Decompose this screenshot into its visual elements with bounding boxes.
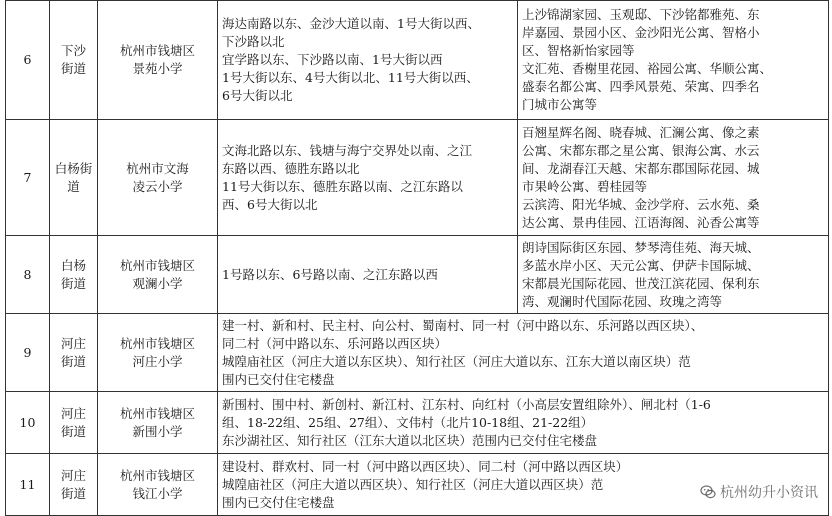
school-cell: 杭州市钱塘区 河庄小学 [98,314,218,392]
communities-cell: 朗诗国际街区东园、梦琴湾佳苑、海天城、 多蓝水岸小区、天元公寓、伊萨卡国际城、 宋都晨光国际花园、世茂江滨花园、保利东 湾、观澜时代国际花园、玫瑰之湾等 [518,236,829,314]
street-cell: 白杨 街道 [50,236,98,314]
range-merged-cell: 建设村、群欢村、同一村（河中路以西区块）、同二村（河中路以西区块） 城隍庙社区（河庄大道以西区块）、知行社区（河庄大道以西区块）范 围内已交付住宅楼盘 [218,454,829,516]
school-cell: 杭州市钱塘区 钱江小学 [98,454,218,516]
school-cell: 杭州市文海 凌云小学 [98,120,218,236]
table-row [6,236,829,314]
street-cell: 河庄 街道 [50,392,98,454]
row-number: 11 [6,454,50,516]
school-district-table [5,0,829,516]
table-row [6,392,829,454]
street-cell: 河庄 街道 [50,454,98,516]
wechat-icon [700,484,716,500]
row-number: 6 [6,1,50,120]
communities-cell: 上沙锦湖家园、玉观邸、下沙铭都雅苑、东 岸嘉园、景园小区、金沙阳光公寓、智格小 区、智格新怡家园等 文汇苑、香榭里花园、裕园公寓、华顺公寓、 盛泰名都公寓、四季风景苑、荣寓、四季名 门城市公寓等 [518,1,829,120]
range-merged-cell: 建一村、新和村、民主村、向公村、蜀南村、同一村（河中路以东、乐河路以西区块）、 同二村（河中路以东、乐河路以西区块） 城隍庙社区（河庄大道以东区块）、知行社区（河庄大道以东、江东大道以南区块）范 围内已交付住宅楼盘 [218,314,829,392]
range-cell: 文海北路以东、钱塘与海宁交界处以南、之江 东路以西、德胜东路以北 11号大街以东、德胜东路以南、之江东路以 西、6号大街以北 [218,120,518,236]
table-row [6,1,829,120]
range-cell: 1号路以东、6号路以南、之江东路以西 [218,236,518,314]
range-merged-cell: 新围村、围中村、新创村、新江村、江东村、向红村（小高层安置组除外）、闸北村（1-6 组、18-22组、25组、27组）、文伟村（北片10-18组、21-22组） 东沙湖社区、知行社区（江东大道以北区块）范围内已交付住宅楼盘 [218,392,829,454]
table-row [6,314,829,392]
school-cell: 杭州市钱塘区 景苑小学 [98,1,218,120]
street-cell: 白杨街 道 [50,120,98,236]
watermark-text: 杭州幼升小资讯 [720,485,818,501]
communities-cell: 百翘星辉名阁、晓春城、汇澜公寓、像之素 公寓、宋都东郡之星公寓、银海公寓、水云 间、龙湖春江天越、宋都东郡国际花园、城 市果岭公寓、碧桂园等 云滨湾、阳光华城、金沙学府、云水苑、桑 达公寓、景冉佳园、江语海阁、沁香公寓等 [518,120,829,236]
school-cell: 杭州市钱塘区 观澜小学 [98,236,218,314]
street-cell: 下沙 街道 [50,1,98,120]
school-cell: 杭州市钱塘区 新围小学 [98,392,218,454]
street-cell: 河庄 街道 [50,314,98,392]
row-number: 9 [6,314,50,392]
row-number: 7 [6,120,50,236]
watermark [700,482,818,502]
table-row [6,120,829,236]
row-number: 10 [6,392,50,454]
range-cell: 海达南路以东、金沙大道以南、1号大街以西、 下沙路以北 宜学路以东、下沙路以南、1号大街以西 1号大街以东、4号大街以北、11号大街以西、 6号大街以北 [218,1,518,120]
row-number: 8 [6,236,50,314]
